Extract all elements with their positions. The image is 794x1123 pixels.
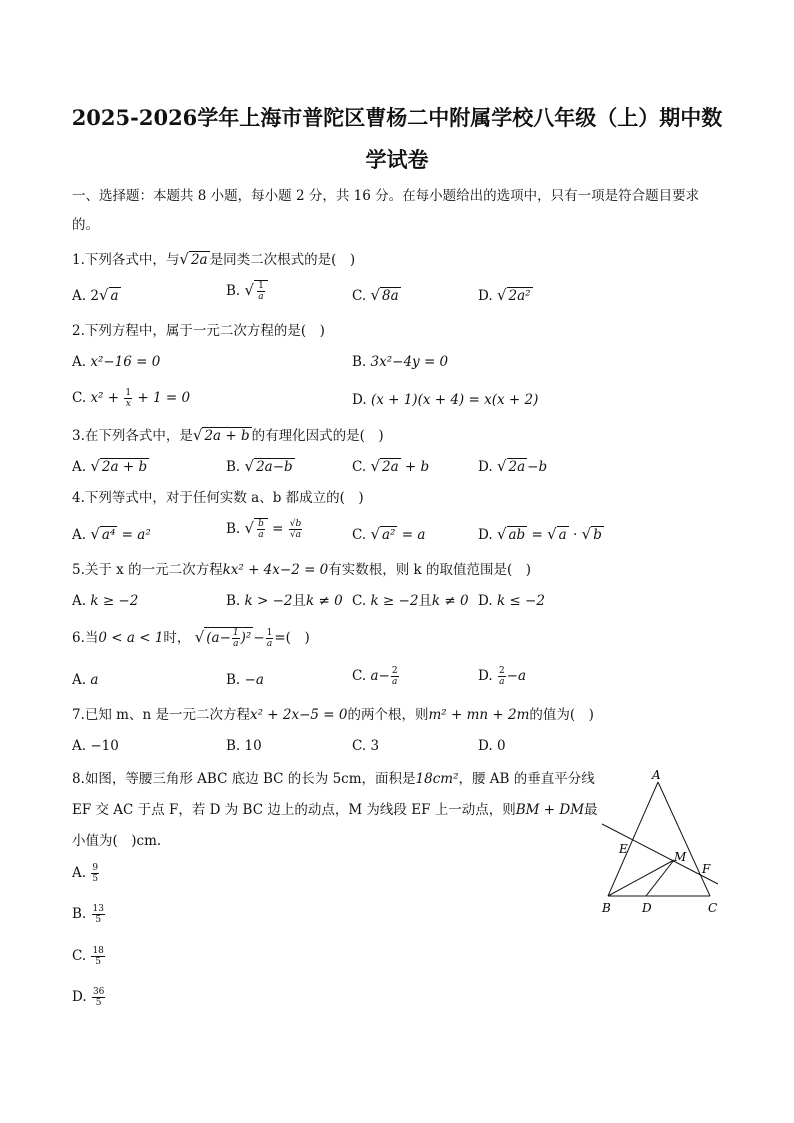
sqrt-icon: √ bbox=[496, 286, 507, 304]
question-6-option-d[interactable]: D. $\frac{2}{a}$ −a bbox=[478, 666, 527, 687]
point-label-d: D bbox=[642, 901, 652, 915]
question-8-option-d[interactable]: D. $\frac{36}{5}$ bbox=[72, 987, 105, 1008]
question-3-option-d[interactable]: D. √ 2a −b bbox=[478, 457, 548, 475]
question-8-option-c[interactable]: C. $\frac{18}{5}$ bbox=[72, 946, 104, 967]
sqrt-icon: √ bbox=[194, 628, 205, 646]
point-label-a: A bbox=[652, 768, 661, 782]
section-heading-line-1: 一、选择题：本题共 8 小题，每小题 2 分，共 16 分。在每小题给出的选项中，只有一项是符合题目要求 bbox=[72, 188, 700, 204]
question-1-option-b[interactable]: B. √ $\frac{1}{a}$ bbox=[226, 280, 268, 302]
segment-dm bbox=[646, 860, 674, 896]
point-label-c: C bbox=[708, 901, 718, 915]
sqrt-icon: √ bbox=[179, 250, 189, 268]
sqrt-icon: √ bbox=[90, 457, 100, 475]
question-3-option-c[interactable]: C. √ 2a + b bbox=[352, 457, 430, 475]
question-1-option-d[interactable]: D. √ 2a² bbox=[478, 286, 531, 304]
sqrt-icon: √ bbox=[192, 426, 203, 444]
question-7-stem: 7.已知 m、n 是一元二次方程x² + 2x−5 = 0的两个根，则m² + mn + 2m的值为( ) bbox=[72, 707, 594, 723]
point-label-b: B bbox=[602, 901, 611, 915]
question-7-option-c[interactable]: C. 3 bbox=[352, 738, 380, 754]
point-label-m: M bbox=[674, 850, 687, 864]
question-5-stem: 5.关于 x 的一元二次方程kx² + 4x−2 = 0有实数根，则 k 的取值范围是( ) bbox=[72, 562, 532, 578]
question-2-stem: 2.下列方程中，属于一元二次方程的是( ) bbox=[72, 323, 325, 339]
sqrt-icon: √ bbox=[496, 457, 507, 475]
segment-bm bbox=[608, 860, 674, 896]
question-8-stem-line-2: EF 交 AC 于点 F，若 D 为 BC 边上的动点，M 为线段 EF 上一动点，则BM + DM最 bbox=[72, 802, 598, 818]
question-8-option-a[interactable]: A. $\frac{9}{5}$ bbox=[72, 863, 99, 884]
segment-ac bbox=[658, 782, 710, 896]
question-3-stem: 3.在下列各式中，是√ 2a + b 的有理化因式的是( ) bbox=[72, 426, 384, 444]
question-2-option-c[interactable]: C. x² + $\frac{1}{x}$ + 1 = 0 bbox=[72, 388, 191, 409]
sqrt-icon: √ bbox=[244, 457, 255, 475]
sqrt-icon: √ bbox=[244, 281, 255, 299]
question-5-option-c[interactable]: C. k ≥ −2且k ≠ 0 bbox=[352, 593, 469, 609]
question-7-option-b[interactable]: B. 10 bbox=[226, 738, 262, 754]
question-5-option-b[interactable]: B. k > −2且k ≠ 0 bbox=[226, 593, 343, 609]
question-4-option-d[interactable]: D. √ ab = √ a · √ b bbox=[478, 525, 602, 543]
question-2-option-b[interactable]: B. 3x²−4y = 0 bbox=[352, 354, 449, 370]
question-8-stem-line-3: 小值为( )cm. bbox=[72, 833, 162, 849]
question-4-option-b[interactable]: B. √ $\frac{b}{a}$ = $\frac{√b}{√a}$ bbox=[226, 519, 302, 540]
segment-ab bbox=[608, 782, 658, 896]
sqrt-icon: √ bbox=[496, 525, 507, 543]
question-2-option-d[interactable]: D. (x + 1)(x + 4) = x(x + 2) bbox=[352, 392, 539, 408]
question-4-option-a[interactable]: A. √ a⁴ = a² bbox=[72, 525, 151, 543]
triangle-figure bbox=[598, 766, 726, 918]
point-label-f: F bbox=[702, 862, 711, 876]
question-8-option-b[interactable]: B. $\frac{13}{5}$ bbox=[72, 904, 104, 925]
question-1-option-a[interactable]: A. 2√ a bbox=[72, 286, 119, 304]
question-6-option-a[interactable]: A. a bbox=[72, 672, 99, 688]
sqrt-icon: √ bbox=[370, 286, 380, 304]
sqrt-icon: √ bbox=[547, 525, 557, 543]
question-5-option-d[interactable]: D. k ≤ −2 bbox=[478, 593, 545, 609]
question-2-option-a[interactable]: A. x²−16 = 0 bbox=[72, 354, 161, 370]
sqrt-icon: √ bbox=[370, 457, 380, 475]
question-8-stem-line-1: 8.如图，等腰三角形 ABC 底边 BC 的长为 5cm，面积是18cm²，腰 AB 的垂直平分线 bbox=[72, 771, 595, 787]
question-6-stem: 6.当0 < a < 1时， √ (a− $\frac{1}{a}$ )² − $\frac{1}{a}$ =( ) bbox=[72, 628, 310, 649]
question-7-option-d[interactable]: D. 0 bbox=[478, 738, 506, 754]
question-5-option-a[interactable]: A. k ≥ −2 bbox=[72, 593, 139, 609]
sqrt-icon: √ bbox=[370, 525, 380, 543]
point-label-e: E bbox=[619, 842, 628, 856]
section-heading-line-2: 的。 bbox=[72, 217, 99, 233]
sqrt-icon: √ bbox=[98, 286, 109, 304]
question-3-option-b[interactable]: B. √ 2a−b bbox=[226, 457, 293, 475]
sqrt-icon: √ bbox=[244, 519, 255, 537]
sqrt-icon: √ bbox=[581, 525, 592, 543]
page-title-line-1: 2025-2026学年上海市普陀区曹杨二中附属学校八年级（上）期中数 bbox=[71, 105, 723, 130]
question-4-option-c[interactable]: C. √ a² = a bbox=[352, 525, 426, 543]
question-6-option-b[interactable]: B. −a bbox=[226, 672, 264, 688]
question-6-option-c[interactable]: C. a− $\frac{2}{a}$ bbox=[352, 666, 398, 687]
page-title-line-2: 学试卷 bbox=[365, 147, 429, 172]
question-1-stem: 1.下列各式中，与√ 2a 是同类二次根式的是( ) bbox=[72, 250, 356, 268]
question-4-stem: 4.下列等式中，对于任何实数 a、b 都成立的( ) bbox=[72, 490, 364, 506]
question-1-option-c[interactable]: C. √ 8a bbox=[352, 286, 399, 304]
question-7-option-a[interactable]: A. −10 bbox=[72, 738, 119, 754]
question-3-option-a[interactable]: A. √ 2a + b bbox=[72, 457, 148, 475]
sqrt-icon: √ bbox=[90, 525, 100, 543]
